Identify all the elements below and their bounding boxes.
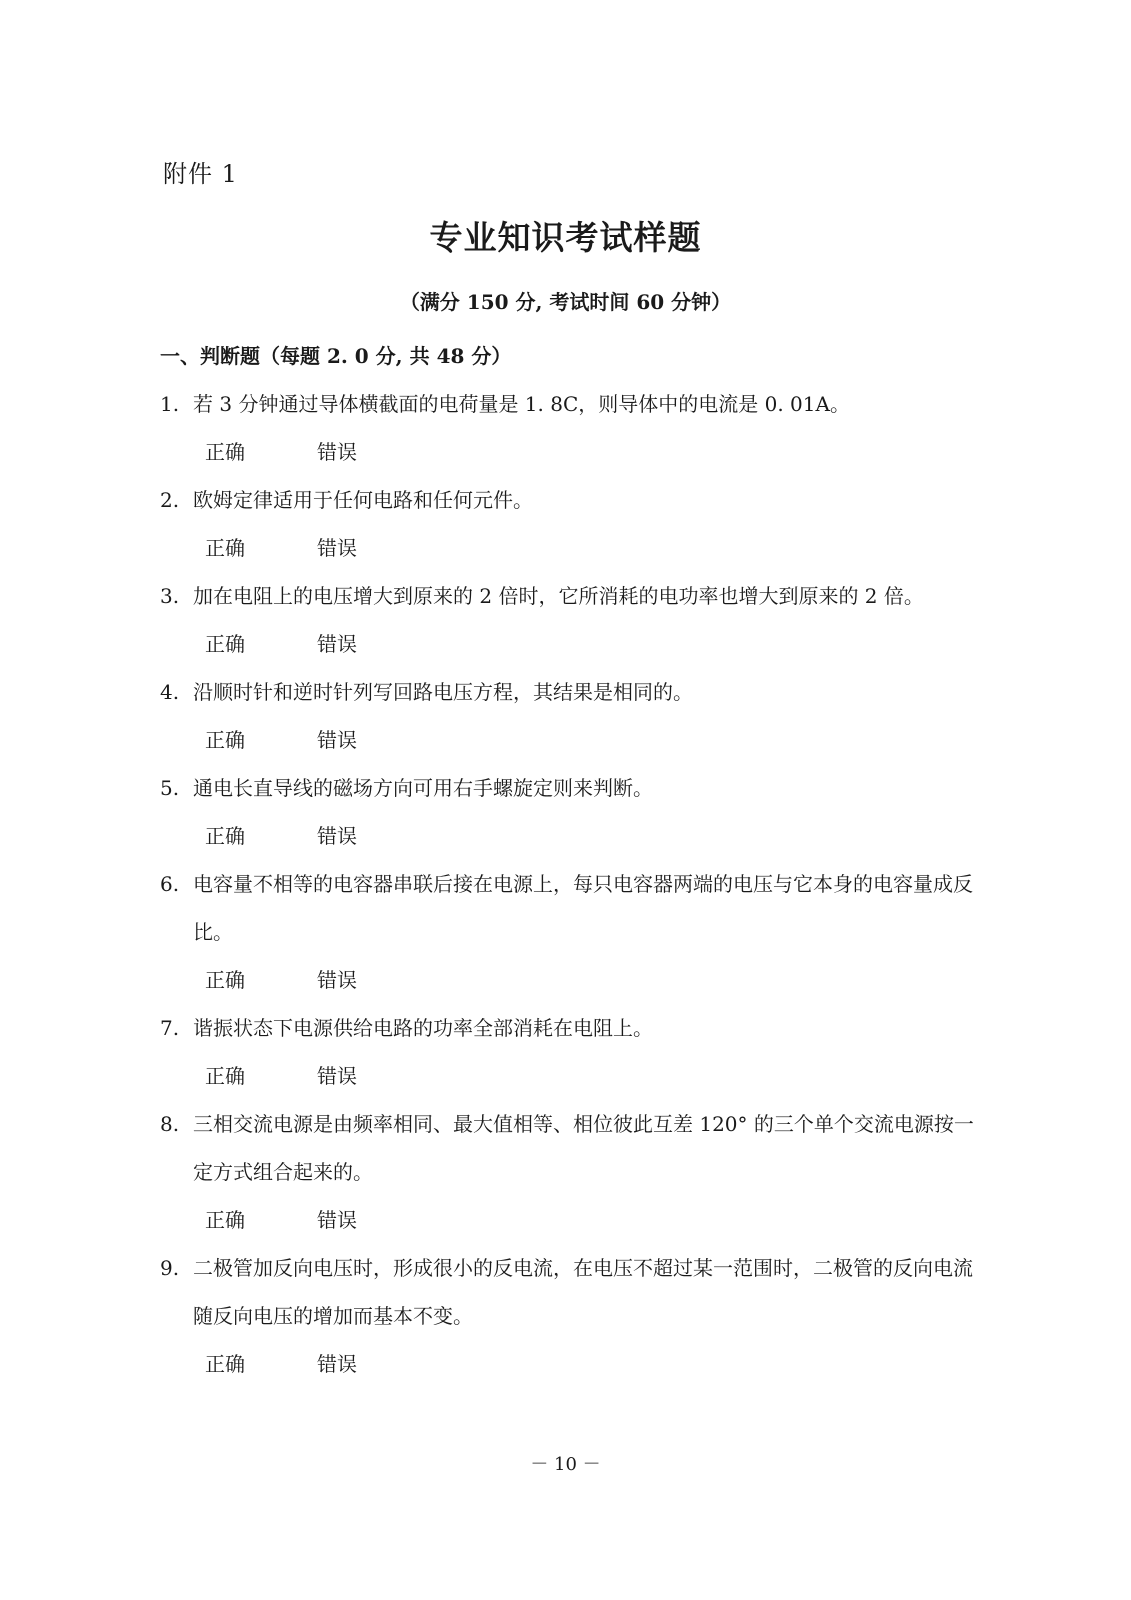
question-text: 二极管加反向电压时，形成很小的反电流，在电压不超过某一范围时，二极管的反向电流随反向电压的增加而基本不变。 xyxy=(193,1256,973,1328)
question-line xyxy=(160,1244,990,1340)
question-number: 1. xyxy=(160,392,180,416)
question-text: 欧姆定律适用于任何电路和任何元件。 xyxy=(193,488,533,512)
question-item xyxy=(160,1244,990,1388)
question-item xyxy=(160,1100,990,1244)
question-item xyxy=(160,1004,990,1100)
question-text: 若 3 分钟通过导体横截面的电荷量是 1. 8C，则导体中的电流是 0. 01A。 xyxy=(193,392,850,416)
question-line xyxy=(160,1004,990,1052)
option-wrong: 错误 xyxy=(317,1208,357,1232)
option-correct: 正确 xyxy=(205,1064,245,1088)
question-text: 谐振状态下电源供给电路的功率全部消耗在电阻上。 xyxy=(193,1016,653,1040)
question-line xyxy=(160,860,990,956)
question-number: 6. xyxy=(160,872,180,896)
option-correct: 正确 xyxy=(205,968,245,992)
answer-options xyxy=(160,1196,990,1244)
option-correct: 正确 xyxy=(205,824,245,848)
option-wrong: 错误 xyxy=(317,536,357,560)
answer-options xyxy=(160,428,990,476)
question-item xyxy=(160,476,990,572)
option-wrong: 错误 xyxy=(317,728,357,752)
question-line xyxy=(160,1100,990,1196)
question-item xyxy=(160,380,990,476)
question-number: 5. xyxy=(160,776,180,800)
option-correct: 正确 xyxy=(205,440,245,464)
question-item xyxy=(160,668,990,764)
question-text: 加在电阻上的电压增大到原来的 2 倍时，它所消耗的电功率也增大到原来的 2 倍。 xyxy=(193,584,924,608)
question-line xyxy=(160,572,990,620)
question-item xyxy=(160,860,990,1004)
question-number: 7. xyxy=(160,1016,180,1040)
answer-options xyxy=(160,524,990,572)
answer-options xyxy=(160,716,990,764)
page-number: － 10 － xyxy=(530,1454,601,1475)
option-correct: 正确 xyxy=(205,1352,245,1376)
option-wrong: 错误 xyxy=(317,1064,357,1088)
option-wrong: 错误 xyxy=(317,440,357,464)
exam-info: （满分 150 分, 考试时间 60 分钟） xyxy=(399,290,732,314)
option-correct: 正确 xyxy=(205,536,245,560)
option-wrong: 错误 xyxy=(317,1352,357,1376)
question-text: 沿顺时针和逆时针列写回路电压方程，其结果是相同的。 xyxy=(193,680,693,704)
question-number: 2. xyxy=(160,488,180,512)
question-item xyxy=(160,764,990,860)
option-wrong: 错误 xyxy=(317,824,357,848)
question-line xyxy=(160,476,990,524)
question-number: 3. xyxy=(160,584,180,608)
question-text: 通电长直导线的磁场方向可用右手螺旋定则来判断。 xyxy=(193,776,653,800)
answer-options xyxy=(160,1052,990,1100)
option-wrong: 错误 xyxy=(317,632,357,656)
question-list xyxy=(160,380,990,1388)
option-correct: 正确 xyxy=(205,1208,245,1232)
option-wrong: 错误 xyxy=(317,968,357,992)
answer-options xyxy=(160,620,990,668)
section-heading: 一、判断题（每题 2. 0 分, 共 48 分） xyxy=(160,344,512,368)
question-number: 9. xyxy=(160,1256,180,1280)
question-text: 电容量不相等的电容器串联后接在电源上，每只电容器两端的电压与它本身的电容量成反比。 xyxy=(193,872,973,944)
option-correct: 正确 xyxy=(205,632,245,656)
page-title: 专业知识考试样题 xyxy=(429,218,702,257)
question-line xyxy=(160,764,990,812)
answer-options xyxy=(160,812,990,860)
question-line xyxy=(160,380,990,428)
option-correct: 正确 xyxy=(205,728,245,752)
question-number: 8. xyxy=(160,1112,180,1136)
answer-options xyxy=(160,1340,990,1388)
answer-options xyxy=(160,956,990,1004)
question-number: 4. xyxy=(160,680,180,704)
question-item xyxy=(160,572,990,668)
question-line xyxy=(160,668,990,716)
question-text: 三相交流电源是由频率相同、最大值相等、相位彼此互差 120° 的三个单个交流电源按一定方式组合起来的。 xyxy=(193,1112,974,1184)
attachment-label: 附件 1 xyxy=(163,160,238,188)
